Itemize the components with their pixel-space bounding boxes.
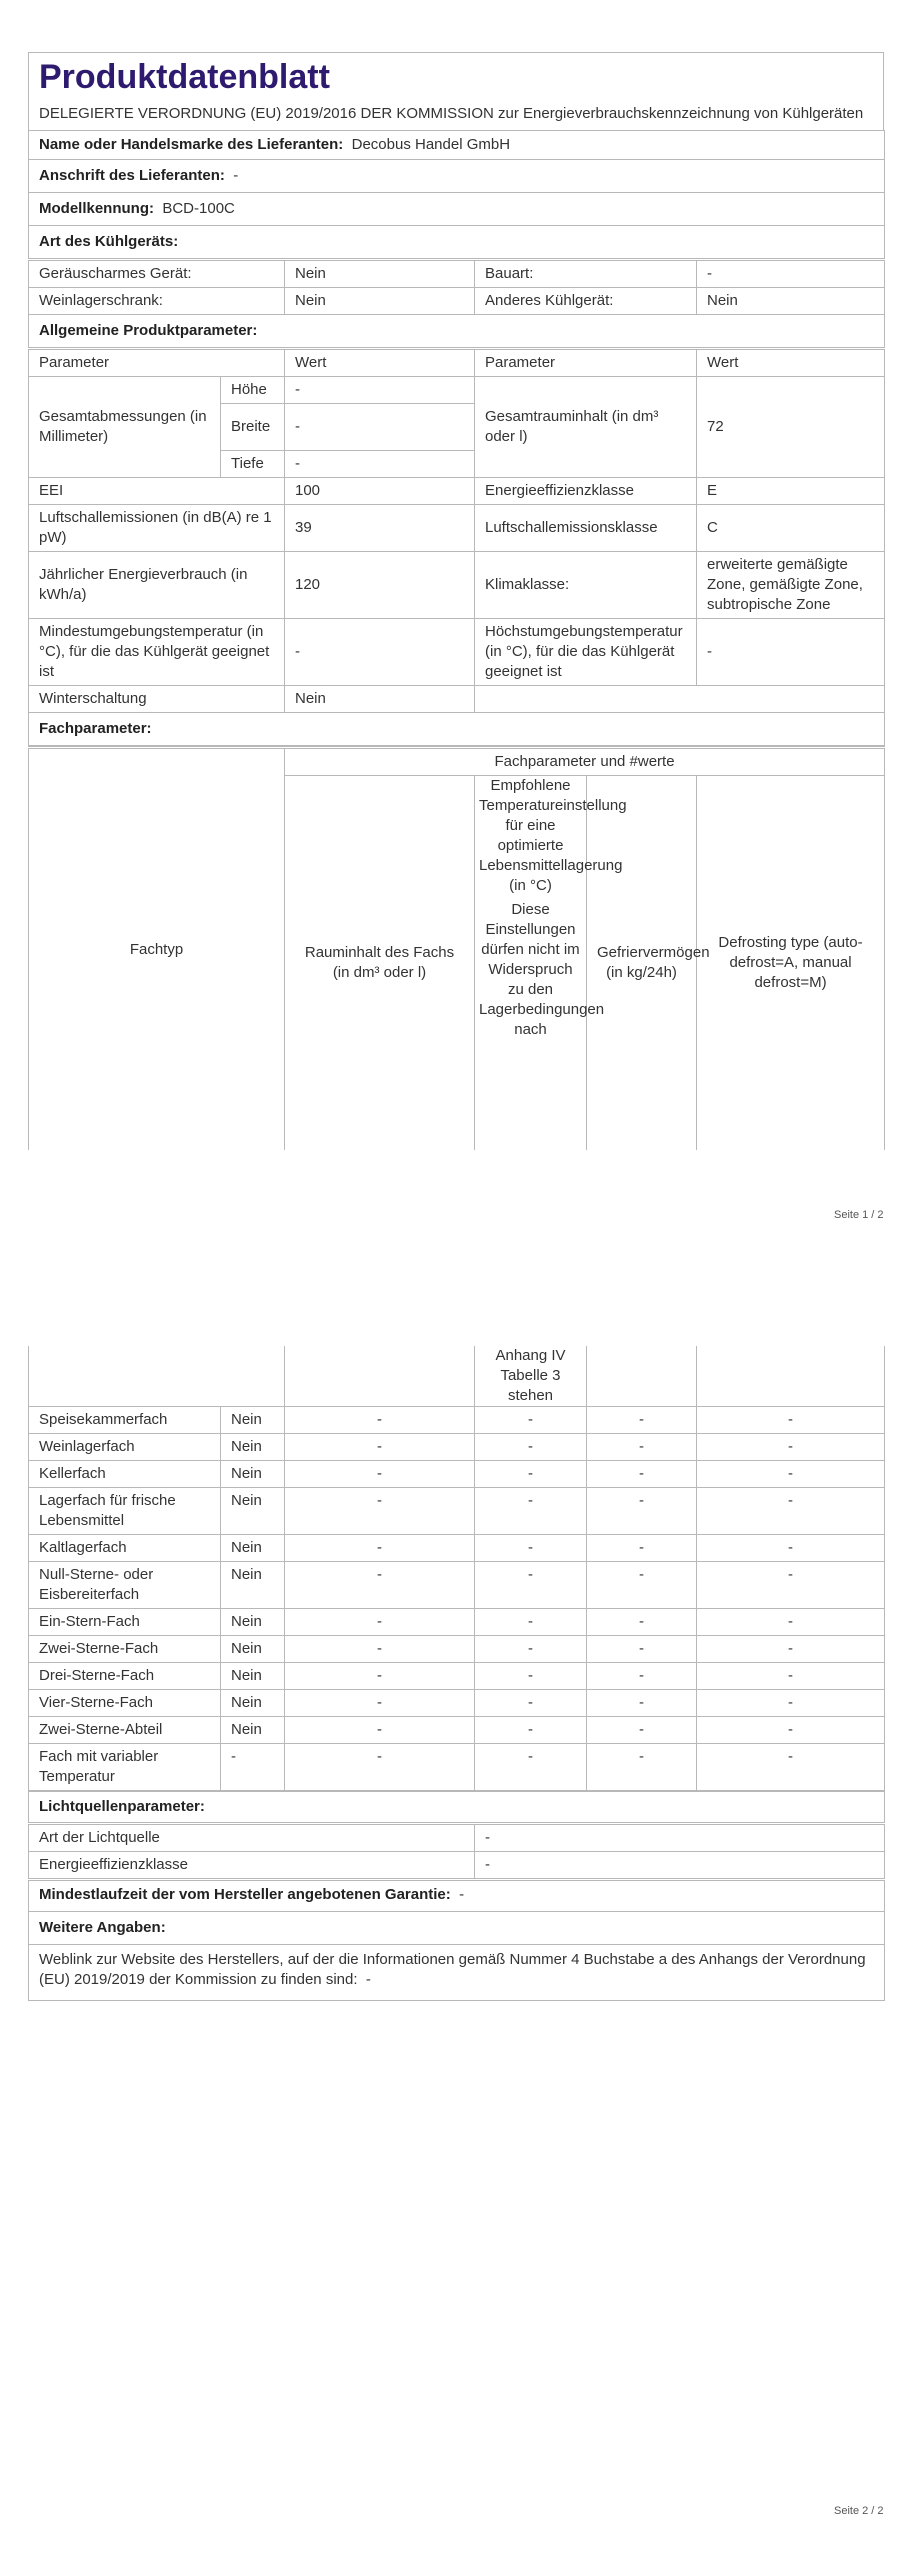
- light-type-label: Art der Lichtquelle: [29, 1824, 475, 1852]
- empty-cell: [475, 686, 885, 713]
- compartment-present: Nein: [221, 1461, 285, 1488]
- compartment-volume: -: [285, 1407, 475, 1434]
- compartment-freeze: -: [587, 1717, 697, 1744]
- table-row: [29, 1744, 885, 1791]
- compartment-volume: -: [285, 1636, 475, 1663]
- design-type-label: Bauart:: [475, 260, 697, 288]
- compartment-freeze: -: [587, 1744, 697, 1791]
- compartment-defrost: -: [697, 1690, 885, 1717]
- climate-class-value: erweiterte gemäßigte Zone, gemäßigte Zone, subtropische Zone: [697, 552, 885, 619]
- datasheet-table-page1: [28, 130, 885, 746]
- compartment-name: Kaltlagerfach: [29, 1535, 221, 1562]
- page-1: [28, 52, 884, 1150]
- defrost-header-cont: [697, 1346, 885, 1407]
- compartment-defrost: -: [697, 1562, 885, 1609]
- compartment-freeze: -: [587, 1609, 697, 1636]
- compartment-temp: -: [475, 1663, 587, 1690]
- compartment-present: -: [221, 1744, 285, 1791]
- page-title: Produktdatenblatt: [39, 58, 330, 96]
- total-volume-value: 72: [697, 377, 885, 478]
- compartment-name: Zwei-Sterne-Fach: [29, 1636, 221, 1663]
- compartment-freeze: -: [587, 1488, 697, 1535]
- page-number-2: Seite 2 / 2: [834, 2505, 884, 2517]
- low-noise-label: Geräuscharmes Gerät:: [29, 260, 285, 288]
- compartment-defrost: -: [697, 1407, 885, 1434]
- compartments-heading: Fachparameter:: [29, 713, 885, 746]
- volume-header: Rauminhalt des Fachs (in dm³ oder l): [285, 776, 475, 1151]
- eei-label: EEI: [29, 478, 285, 505]
- compartment-volume: -: [285, 1562, 475, 1609]
- temp-header-line2: Diese Einstellungen dürfen nicht im Widerspruch zu den Lagerbedingungen nach: [479, 901, 605, 1038]
- compartment-name: Kellerfach: [29, 1461, 221, 1488]
- temp-header: [475, 776, 627, 1151]
- table-row: [29, 1535, 885, 1562]
- wine-storage-label: Weinlagerschrank:: [29, 288, 285, 315]
- col-value-header: Wert: [285, 349, 475, 377]
- temp-header-line1: Empfohlene Temperatureinstellung für eine optimierte Lebensmittellagerung (in °C): [479, 777, 627, 894]
- table-row: [29, 1636, 885, 1663]
- col-value-header-2: Wert: [697, 349, 885, 377]
- compartment-present: Nein: [221, 1407, 285, 1434]
- compartment-table-page2: [28, 1346, 885, 1791]
- compartment-freeze: -: [587, 1461, 697, 1488]
- compartment-name: Fach mit variabler Temperatur: [29, 1744, 221, 1791]
- compartment-defrost: -: [697, 1535, 885, 1562]
- compartment-name: Zwei-Sterne-Abteil: [29, 1717, 221, 1744]
- table-row: [29, 1461, 885, 1488]
- design-type-value: -: [697, 260, 885, 288]
- header: [28, 52, 884, 130]
- compartment-volume: -: [285, 1690, 475, 1717]
- warranty-value: -: [459, 1886, 465, 1903]
- compartment-name: Ein-Stern-Fach: [29, 1609, 221, 1636]
- compartment-volume: -: [285, 1461, 475, 1488]
- further-info-heading: Weitere Angaben:: [29, 1912, 885, 1945]
- compartment-present: Nein: [221, 1609, 285, 1636]
- compartment-volume: -: [285, 1488, 475, 1535]
- compartment-temp: -: [475, 1609, 587, 1636]
- energy-class-label: Energieeffizienzklasse: [475, 478, 697, 505]
- min-temp-value: -: [285, 619, 475, 686]
- footer-table: [28, 1791, 885, 2001]
- supplier-name-label: Name oder Handelsmarke des Lieferanten:: [39, 136, 344, 153]
- compartment-volume: -: [285, 1609, 475, 1636]
- max-temp-label: Höchstumgebungstemperatur (in °C), für die das Kühlgerät geeignet ist: [475, 619, 697, 686]
- table-row: [29, 1488, 885, 1535]
- freeze-header-cont: [587, 1346, 697, 1407]
- temp-header-cont: Anhang IV Tabelle 3 stehen: [475, 1346, 587, 1407]
- general-params-heading: Allgemeine Produktparameter:: [29, 315, 885, 349]
- compartment-present: Nein: [221, 1562, 285, 1609]
- annual-energy-label: Jährlicher Energieverbrauch (in kWh/a): [29, 552, 285, 619]
- further-info-text: Weblink zur Website des Herstellers, auf der die Informationen gemäß Nummer 4 Buchstabe a des Anhangs der Verordnung (EU) 2019/2019 der Kommission zu finden sind:: [39, 1951, 866, 1988]
- compartment-header-table: [28, 746, 885, 1150]
- light-class-label: Energieeffizienzklasse: [29, 1852, 475, 1880]
- compartment-defrost: -: [697, 1609, 885, 1636]
- compartment-defrost: -: [697, 1434, 885, 1461]
- table-row: [29, 1609, 885, 1636]
- compartment-freeze: -: [587, 1535, 697, 1562]
- col-parameter-header: Parameter: [29, 349, 285, 377]
- supplier-name-value: Decobus Handel GmbH: [351, 136, 511, 153]
- other-appliance-value: Nein: [697, 288, 885, 315]
- compartment-temp: -: [475, 1636, 587, 1663]
- compartment-temp: -: [475, 1717, 587, 1744]
- compartment-present: Nein: [221, 1690, 285, 1717]
- compartment-defrost: -: [697, 1717, 885, 1744]
- compartment-volume: -: [285, 1663, 475, 1690]
- depth-value: -: [285, 451, 475, 478]
- further-info-value: -: [365, 1971, 371, 1988]
- compartment-name: Speisekammerfach: [29, 1407, 221, 1434]
- compartment-temp: -: [475, 1488, 587, 1535]
- table-row: [29, 1663, 885, 1690]
- compartment-volume: -: [285, 1434, 475, 1461]
- compartment-present: Nein: [221, 1488, 285, 1535]
- compartment-volume: -: [285, 1744, 475, 1791]
- compartment-defrost: -: [697, 1744, 885, 1791]
- compartment-temp: -: [475, 1407, 587, 1434]
- compartment-rows: [29, 1407, 885, 1791]
- compartment-volume: -: [285, 1535, 475, 1562]
- climate-class-label: Klimaklasse:: [475, 552, 697, 619]
- other-appliance-label: Anderes Kühlgerät:: [475, 288, 697, 315]
- light-class-value: -: [475, 1852, 885, 1880]
- defrost-type-header: Defrosting type (auto-defrost=A, manual defrost=M): [697, 776, 885, 1151]
- table-row: [29, 1434, 885, 1461]
- total-volume-label: Gesamtrauminhalt (in dm³ oder l): [475, 377, 697, 478]
- eei-value: 100: [285, 478, 475, 505]
- compartment-freeze: -: [587, 1636, 697, 1663]
- annual-energy-value: 120: [285, 552, 475, 619]
- compartment-name: Lagerfach für frische Lebensmittel: [29, 1488, 221, 1535]
- table-row: [29, 1690, 885, 1717]
- compartment-present: Nein: [221, 1663, 285, 1690]
- compartment-name: Drei-Sterne-Fach: [29, 1663, 221, 1690]
- compartment-type-header-cont: [29, 1346, 285, 1407]
- noise-label: Luftschallemissionen (in dB(A) re 1 pW): [29, 505, 285, 552]
- noise-value: 39: [285, 505, 475, 552]
- compartment-temp: -: [475, 1562, 587, 1609]
- model-label: Modellkennung:: [39, 200, 154, 217]
- warranty-label: Mindestlaufzeit der vom Hersteller angebotenen Garantie:: [39, 1886, 451, 1903]
- low-noise-value: Nein: [285, 260, 475, 288]
- compartment-freeze: -: [587, 1407, 697, 1434]
- further-info-row: [29, 1945, 885, 2001]
- supplier-address-row: [29, 160, 885, 193]
- max-temp-value: -: [697, 619, 885, 686]
- supplier-address-value: -: [233, 167, 239, 184]
- table-row: [29, 1717, 885, 1744]
- supplier-name-row: [29, 131, 885, 160]
- height-value: -: [285, 377, 475, 404]
- compartment-name: Vier-Sterne-Fach: [29, 1690, 221, 1717]
- table-row: [29, 1407, 885, 1434]
- compartment-temp: -: [475, 1744, 587, 1791]
- compartment-defrost: -: [697, 1488, 885, 1535]
- compartment-defrost: -: [697, 1636, 885, 1663]
- light-type-value: -: [475, 1824, 885, 1852]
- compartment-defrost: -: [697, 1461, 885, 1488]
- min-temp-label: Mindestumgebungstemperatur (in °C), für die das Kühlgerät geeignet ist: [29, 619, 285, 686]
- page-number-1: Seite 1 / 2: [834, 1209, 884, 1221]
- col-parameter-header-2: Parameter: [475, 349, 697, 377]
- noise-class-value: C: [697, 505, 885, 552]
- compartment-name: Null-Sterne- oder Eisbereiterfach: [29, 1562, 221, 1609]
- compartment-present: Nein: [221, 1535, 285, 1562]
- winter-label: Winterschaltung: [29, 686, 285, 713]
- light-heading: Lichtquellenparameter:: [29, 1792, 885, 1824]
- noise-class-label: Luftschallemissionsklasse: [475, 505, 697, 552]
- height-label: Höhe: [221, 377, 285, 404]
- depth-label: Tiefe: [221, 451, 285, 478]
- compartment-present: Nein: [221, 1636, 285, 1663]
- freeze-capacity-header: Gefriervermögen (in kg/24h): [587, 776, 697, 1151]
- compartment-temp: -: [475, 1690, 587, 1717]
- compartment-temp: -: [475, 1461, 587, 1488]
- regulation-subtitle: DELEGIERTE VERORDNUNG (EU) 2019/2016 DER KOMMISSION zur Energieverbrauchskennzeichnung von Kühlgeräten: [39, 105, 864, 122]
- compartment-name: Weinlagerfach: [29, 1434, 221, 1461]
- energy-class-value: E: [697, 478, 885, 505]
- compartment-freeze: -: [587, 1434, 697, 1461]
- width-label: Breite: [221, 404, 285, 451]
- compartment-temp: -: [475, 1434, 587, 1461]
- compartment-present: Nein: [221, 1434, 285, 1461]
- supplier-address-label: Anschrift des Lieferanten:: [39, 167, 225, 184]
- dimensions-label: Gesamtabmessungen (in Millimeter): [29, 377, 221, 478]
- compartment-freeze: -: [587, 1562, 697, 1609]
- page-2: [28, 1346, 884, 2001]
- compartment-freeze: -: [587, 1663, 697, 1690]
- compartment-freeze: -: [587, 1690, 697, 1717]
- compartment-present: Nein: [221, 1717, 285, 1744]
- compartment-type-header: Fachtyp: [29, 748, 285, 1151]
- compartment-volume: -: [285, 1717, 475, 1744]
- model-row: [29, 193, 885, 226]
- table-row: [29, 1562, 885, 1609]
- warranty-row: [29, 1880, 885, 1912]
- width-value: -: [285, 404, 475, 451]
- compartment-params-header: Fachparameter und #werte: [285, 748, 885, 776]
- model-value: BCD-100C: [162, 200, 235, 217]
- wine-storage-value: Nein: [285, 288, 475, 315]
- compartment-temp: -: [475, 1535, 587, 1562]
- appliance-type-heading: Art des Kühlgeräts:: [29, 226, 885, 260]
- volume-header-cont: [285, 1346, 475, 1407]
- compartment-defrost: -: [697, 1663, 885, 1690]
- winter-value: Nein: [285, 686, 475, 713]
